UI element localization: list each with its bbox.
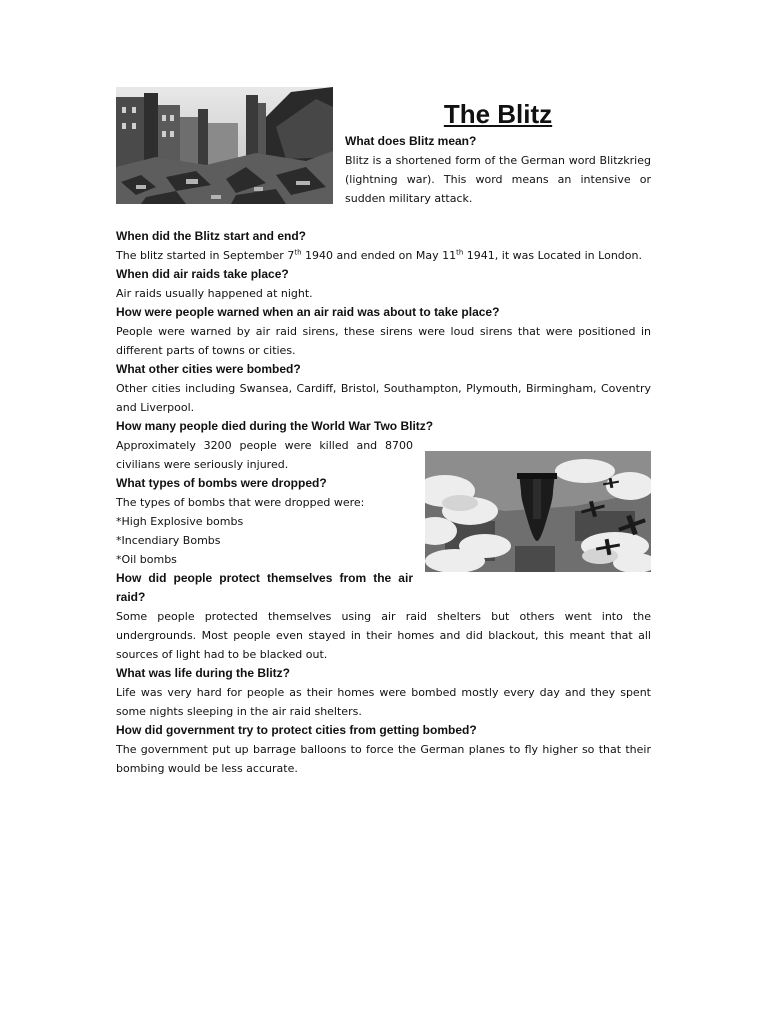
answer-text: The blitz started in September 7th 1940 and ended on May 11th 1941, it was Located in London. [116,248,642,262]
answer-text: Air raids usually happened at night. [116,287,313,300]
answer-text: The types of bombs that were dropped were: [116,496,365,509]
question-heading: What does Blitz mean? [345,134,477,148]
list-item: *Oil bombs [116,553,177,566]
question-heading: How did people protect themselves from the air raid? [116,571,413,604]
question-heading: How did government try to protect cities from getting bombed? [116,723,477,737]
list-item: *Incendiary Bombs [116,534,221,547]
bombed-ruins-photo [116,87,333,204]
answer-text: Blitz is a shortened form of the German word Blitzkrieg (lightning war). This word means an intensive or sudden military attack. [345,154,651,205]
question-heading: What types of bombs were dropped? [116,476,327,490]
answer-text: Life was very hard for people as their homes were bombed mostly every day and they spent some nights sleeping in the air raid shelters. [116,686,651,718]
bomb-and-planes-photo [425,451,651,572]
question-heading: How many people died during the World War Two Blitz? [116,419,434,433]
question-heading: How were people warned when an air raid was about to take place? [116,305,500,319]
intro-section [345,132,651,208]
answer-text: The government put up barrage balloons to force the German planes to fly higher so that their bombing would be less accurate. [116,743,651,775]
question-heading: What other cities were bombed? [116,362,301,376]
list-item: *High Explosive bombs [116,515,244,528]
answer-text: Some people protected themselves using air raid shelters but others went into the undergrounds. Most people even stayed in their homes and did blackout, this meant that all sources of light had to be blacked out. [116,610,651,661]
question-heading: When did the Blitz start and end? [116,229,306,243]
question-heading: What was life during the Blitz? [116,666,290,680]
answer-text: People were warned by air raid sirens, these sirens were loud sirens that were positioned in different parts of towns or cities. [116,325,651,357]
answer-text: Other cities including Swansea, Cardiff, Bristol, Southampton, Plymouth, Birmingham, Coventry and Liverpool. [116,382,651,414]
narrow-column [116,436,413,607]
answer-text: Approximately 3200 people were killed and 8700 civilians were seriously injured. [116,439,413,471]
page-title: The Blitz [443,99,553,129]
question-heading: When did air raids take place? [116,267,289,281]
